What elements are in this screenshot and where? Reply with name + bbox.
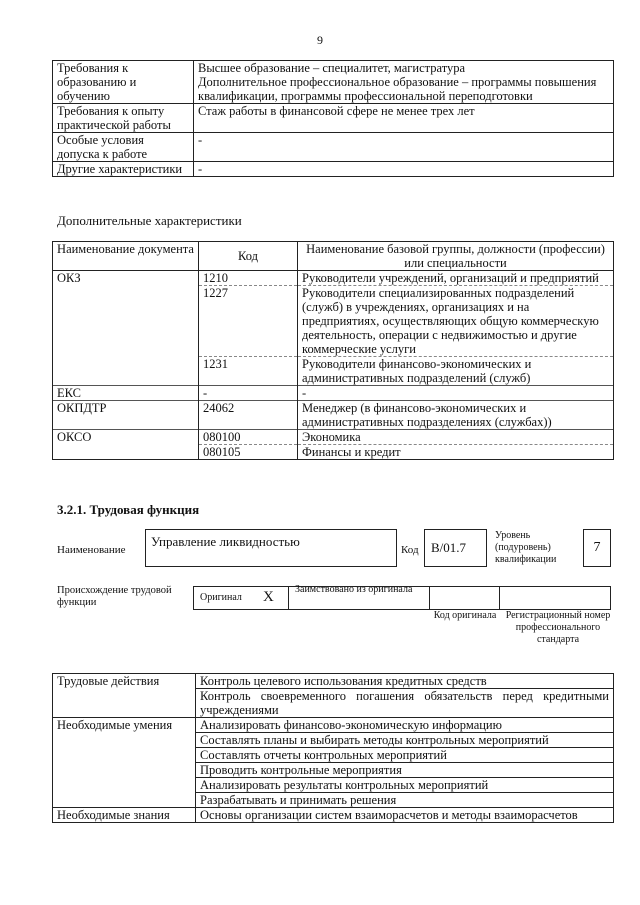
name-label: Наименование bbox=[57, 544, 126, 556]
header-doc: Наименование документа bbox=[53, 242, 199, 271]
original-code-label: Код оригинала bbox=[433, 610, 497, 621]
codes-table bbox=[52, 241, 614, 460]
function-item: Разрабатывать и принимать решения bbox=[196, 793, 614, 808]
codes-doc bbox=[53, 286, 199, 357]
table-row bbox=[53, 286, 614, 357]
origin-label: Происхождение трудовой функции bbox=[57, 585, 172, 608]
requirements-table bbox=[52, 60, 614, 177]
requirements-line: Высшее образование – специалитет, магистратура bbox=[198, 61, 466, 75]
table-row bbox=[53, 718, 614, 733]
level-label: Уровень (подуровень) квалификации bbox=[495, 530, 557, 565]
codes-code: 080100 bbox=[199, 430, 298, 445]
function-item: Контроль своевременного погашения обязательств перед кредитными учреждениями bbox=[196, 689, 614, 718]
function-item: Основы организации систем взаиморасчетов и методы взаиморасчетов bbox=[196, 808, 614, 823]
function-item: Контроль целевого использования кредитных средств bbox=[196, 674, 614, 689]
function-row-label: Необходимые умения bbox=[53, 718, 196, 808]
requirements-value: Стаж работы в финансовой сфере не менее трех лет bbox=[194, 104, 614, 133]
codes-doc: ОКЗ bbox=[53, 271, 199, 286]
function-item: Составлять планы и выбирать методы контрольных мероприятий bbox=[196, 733, 614, 748]
codes-code: 1231 bbox=[199, 357, 298, 386]
original-cell bbox=[193, 586, 289, 610]
registration-number-cell bbox=[500, 586, 611, 610]
table-row bbox=[53, 674, 614, 689]
function-table bbox=[52, 673, 614, 823]
codes-doc bbox=[53, 357, 199, 386]
codes-name: Руководители учреждений, организаций и предприятий bbox=[298, 271, 614, 286]
table-row bbox=[53, 104, 614, 133]
table-row bbox=[53, 401, 614, 430]
codes-doc: ОКПДТР bbox=[53, 401, 199, 430]
table-row bbox=[53, 430, 614, 445]
function-name-field: Управление ликвидностью bbox=[145, 529, 397, 567]
page-number: 9 bbox=[317, 33, 323, 47]
requirements-label: Другие характеристики bbox=[53, 162, 194, 177]
codes-name: Менеджер (в финансово-экономических и административных подразделениях (службах)) bbox=[298, 401, 614, 430]
table-row bbox=[53, 357, 614, 386]
requirements-value bbox=[194, 61, 614, 104]
codes-doc: ЕКС bbox=[53, 386, 199, 401]
codes-name: Экономика bbox=[298, 430, 614, 445]
registration-number-label: Регистрационный номер профессионального стандарта bbox=[505, 610, 611, 645]
codes-code: 1227 bbox=[199, 286, 298, 357]
function-row-label: Трудовые действия bbox=[53, 674, 196, 718]
original-label: Оригинал bbox=[200, 592, 242, 603]
function-item: Составлять отчеты контрольных мероприятий bbox=[196, 748, 614, 763]
additional-title: Дополнительные характеристики bbox=[57, 213, 242, 228]
table-row bbox=[53, 162, 614, 177]
requirements-value: - bbox=[194, 162, 614, 177]
codes-name: Руководители финансово-экономических и административных подразделений (служб) bbox=[298, 357, 614, 386]
borrowed-cell bbox=[289, 586, 430, 610]
function-item: Анализировать результаты контрольных мероприятий bbox=[196, 778, 614, 793]
codes-name: Руководители специализированных подразделений (служб) в учреждениях, организациях и на предприятиях, осуществляющих общую коммерческую деятельность, операции с недвижимостью и другие коммерческие услуги bbox=[298, 286, 614, 357]
function-code-field: B/01.7 bbox=[424, 529, 487, 567]
header-name: Наименование базовой группы, должности (профессии) или специальности bbox=[298, 242, 614, 271]
requirements-label: Требования к опыту практической работы bbox=[53, 104, 194, 133]
level-value-field: 7 bbox=[583, 529, 611, 567]
codes-name: Финансы и кредит bbox=[298, 445, 614, 460]
borrowed-label: Заимствовано из оригинала bbox=[295, 584, 413, 595]
table-row bbox=[53, 271, 614, 286]
requirements-value: - bbox=[194, 133, 614, 162]
function-item: Проводить контрольные мероприятия bbox=[196, 763, 614, 778]
table-row bbox=[53, 445, 614, 460]
codes-code: 1210 bbox=[199, 271, 298, 286]
table-row bbox=[53, 808, 614, 823]
requirements-label: Требования к образованию и обучению bbox=[53, 61, 194, 104]
function-row-label: Необходимые знания bbox=[53, 808, 196, 823]
codes-code: - bbox=[199, 386, 298, 401]
codes-code: 080105 bbox=[199, 445, 298, 460]
original-mark: X bbox=[263, 589, 274, 605]
section-title: 3.2.1. Трудовая функция bbox=[57, 502, 200, 517]
codes-name: - bbox=[298, 386, 614, 401]
original-code-cell bbox=[430, 586, 500, 610]
table-row bbox=[53, 133, 614, 162]
header-code: Код bbox=[199, 242, 298, 271]
requirements-line: Дополнительное профессиональное образование – программы повышения квалификации, программы профессиональной переподготовки bbox=[198, 75, 597, 103]
codes-doc bbox=[53, 445, 199, 460]
table-row bbox=[53, 61, 614, 104]
codes-doc: ОКСО bbox=[53, 430, 199, 445]
table-header-row bbox=[53, 242, 614, 271]
function-item: Анализировать финансово-экономическую информацию bbox=[196, 718, 614, 733]
requirements-label: Особые условия допуска к работе bbox=[53, 133, 194, 162]
table-row bbox=[53, 386, 614, 401]
codes-code: 24062 bbox=[199, 401, 298, 430]
code-label: Код bbox=[401, 544, 419, 556]
